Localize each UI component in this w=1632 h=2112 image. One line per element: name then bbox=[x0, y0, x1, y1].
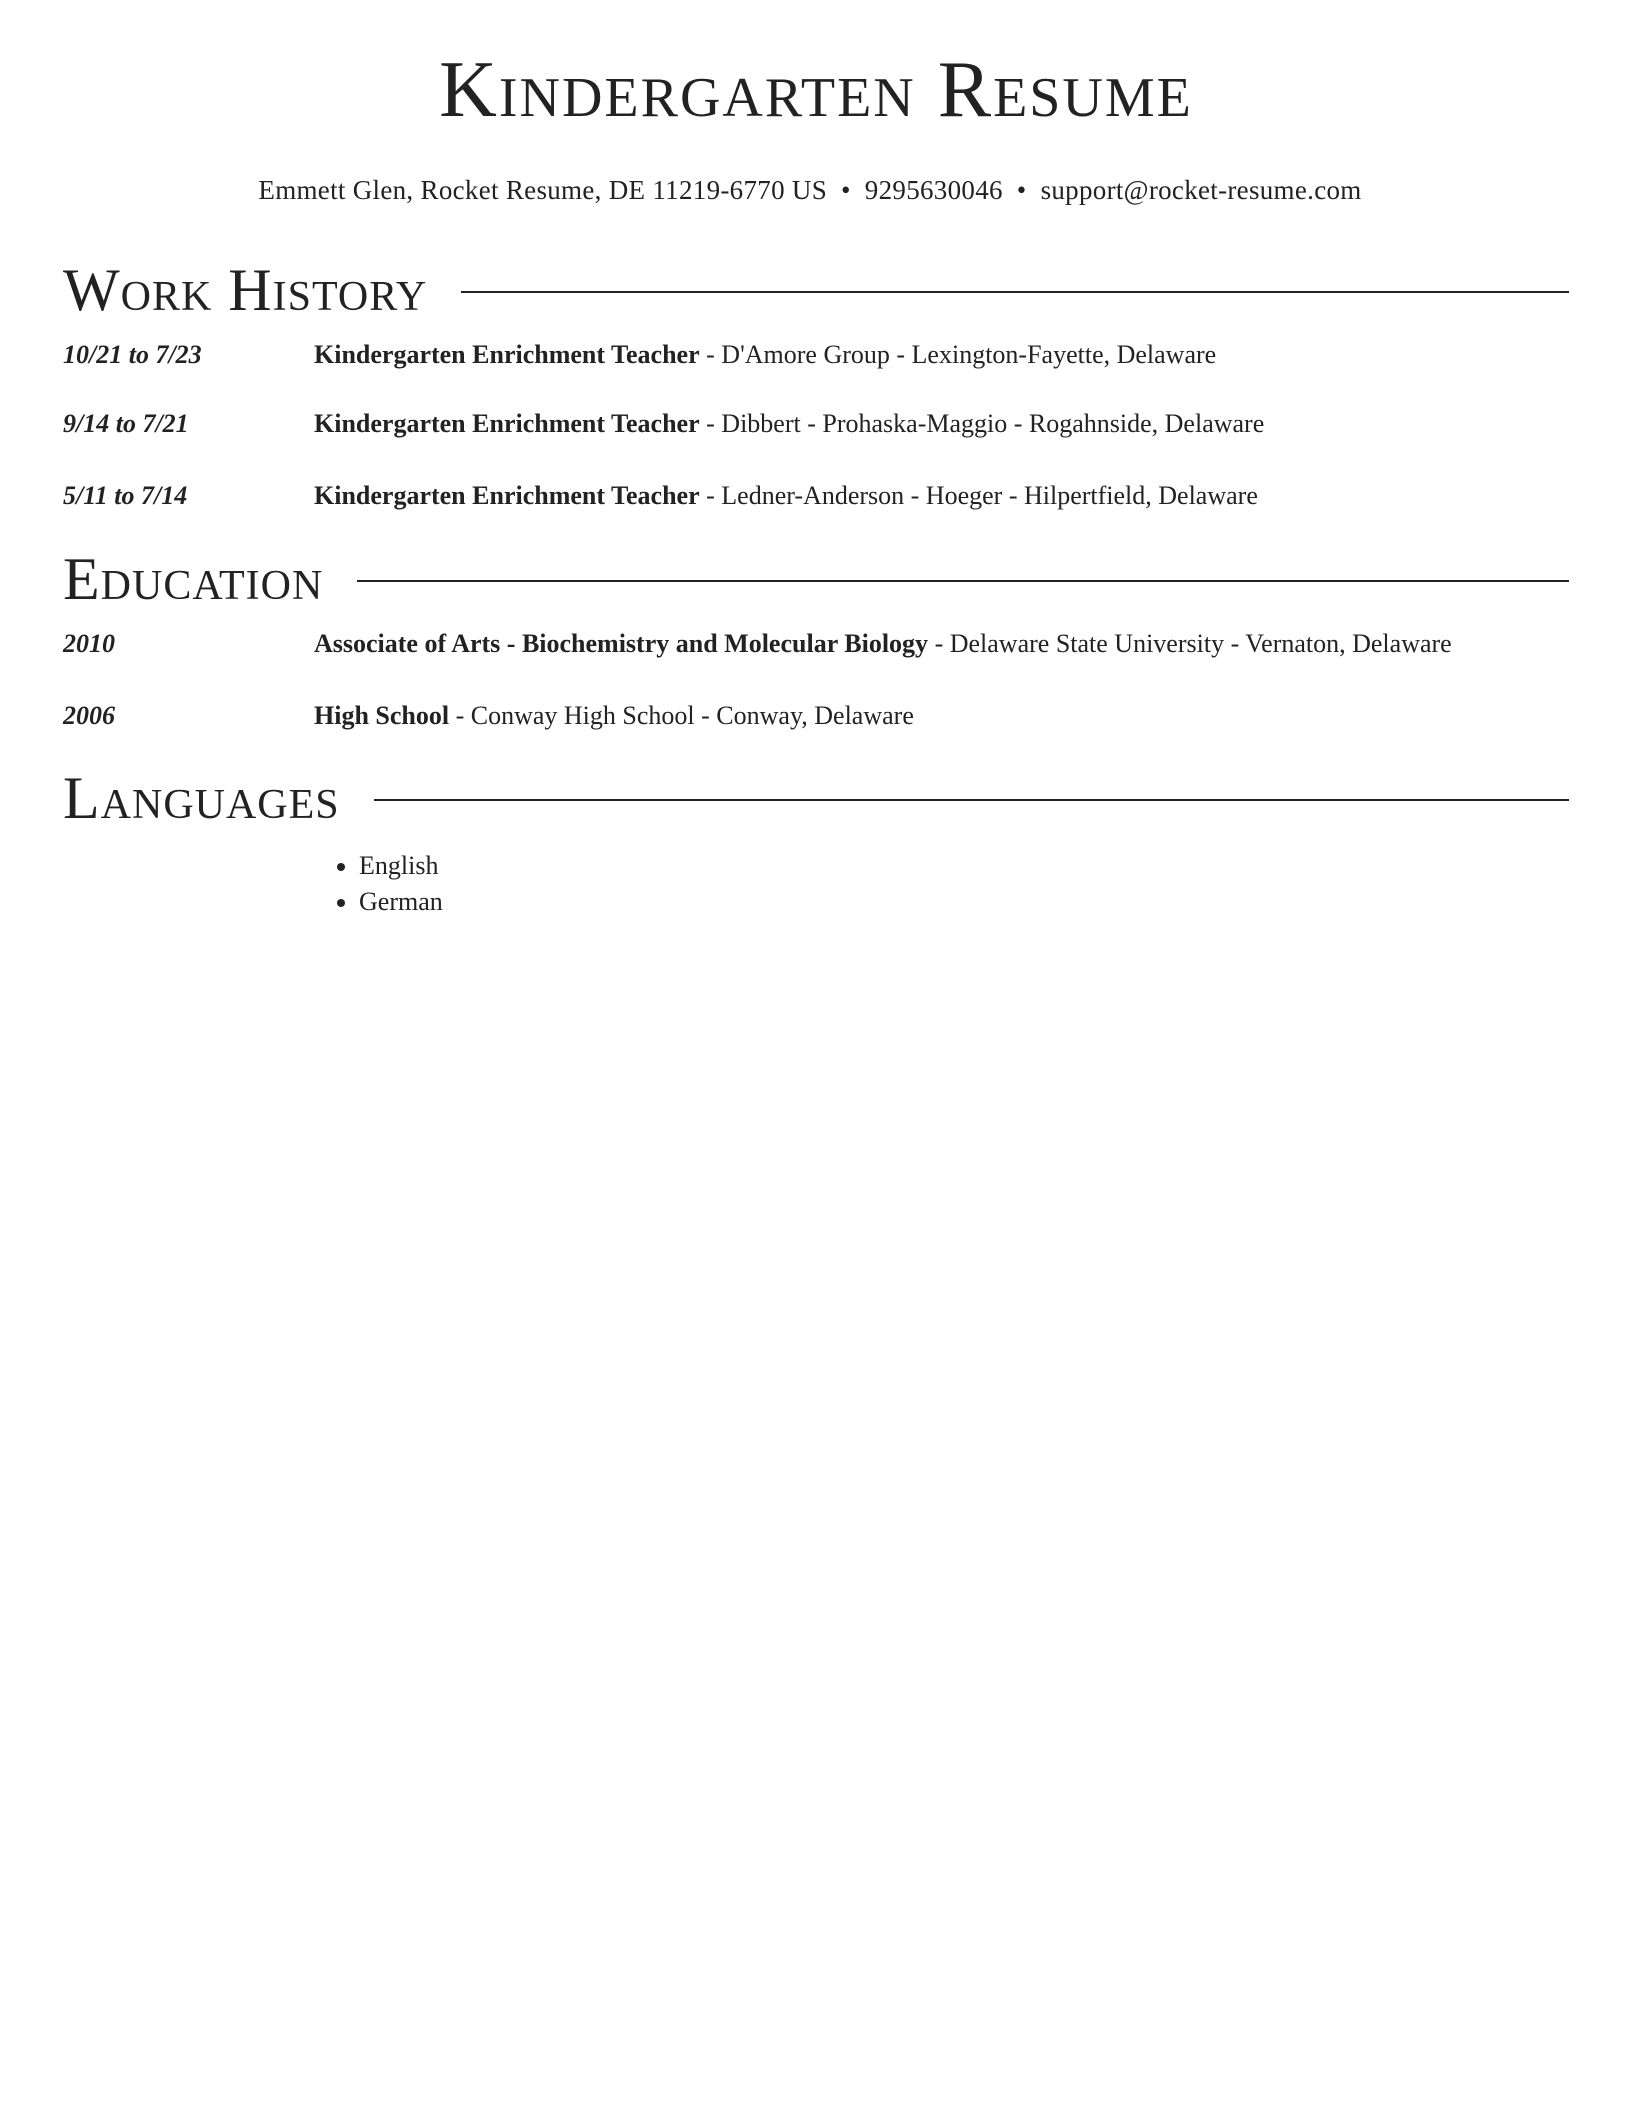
contact-phone: 9295630046 bbox=[864, 175, 1003, 205]
contact-address: Emmett Glen, Rocket Resume, DE 11219-6770 US bbox=[258, 175, 828, 205]
contact-separator: • bbox=[841, 175, 851, 205]
work-history-section-header bbox=[63, 257, 1569, 323]
section-divider bbox=[357, 580, 1569, 582]
education-details: - Delaware State University - Vernaton, Delaware bbox=[928, 629, 1452, 658]
degree: Associate of Arts - Biochemistry and Molecular Biology bbox=[314, 629, 929, 658]
contact-line bbox=[0, 174, 1620, 206]
language-item: • German bbox=[359, 884, 443, 920]
job-details: - Ledner-Anderson - Hoeger - Hilpertfield, Delaware bbox=[699, 481, 1258, 510]
education-year: 2010 bbox=[63, 629, 115, 658]
languages-list bbox=[314, 848, 443, 920]
job-details: - Dibbert - Prohaska-Maggio - Rogahnside, Delaware bbox=[699, 409, 1265, 438]
job-title: Kindergarten Enrichment Teacher bbox=[314, 340, 700, 369]
education-year: 2006 bbox=[63, 701, 115, 730]
job-title: Kindergarten Enrichment Teacher bbox=[314, 481, 700, 510]
work-entry-text bbox=[314, 480, 1258, 511]
resume-title: Kindergarten Resume bbox=[439, 46, 1193, 134]
work-dates: 5/11 to 7/14 bbox=[63, 481, 188, 510]
work-entry-text bbox=[314, 408, 1264, 439]
work-history-heading: Work History bbox=[63, 257, 428, 323]
section-divider bbox=[374, 799, 1569, 801]
job-title: Kindergarten Enrichment Teacher bbox=[314, 409, 700, 438]
education-details: - Conway High School - Conway, Delaware bbox=[449, 701, 914, 730]
education-entry-text bbox=[314, 628, 1452, 659]
language-item: • English bbox=[359, 848, 443, 884]
section-divider bbox=[461, 291, 1569, 293]
languages-section-header bbox=[63, 765, 1569, 831]
contact-separator: • bbox=[1016, 175, 1027, 205]
work-dates: 9/14 to 7/21 bbox=[63, 409, 189, 438]
education-heading: Education bbox=[63, 546, 324, 612]
education-section-header bbox=[63, 546, 1569, 612]
degree: High School bbox=[314, 701, 450, 730]
job-details: - D'Amore Group - Lexington-Fayette, Delaware bbox=[699, 340, 1217, 369]
work-entry-text bbox=[314, 339, 1216, 370]
work-dates: 10/21 to 7/23 bbox=[63, 340, 202, 369]
contact-email: support@rocket-resume.com bbox=[1040, 175, 1362, 205]
languages-heading: Languages bbox=[63, 765, 340, 831]
education-entry-text bbox=[314, 700, 914, 731]
